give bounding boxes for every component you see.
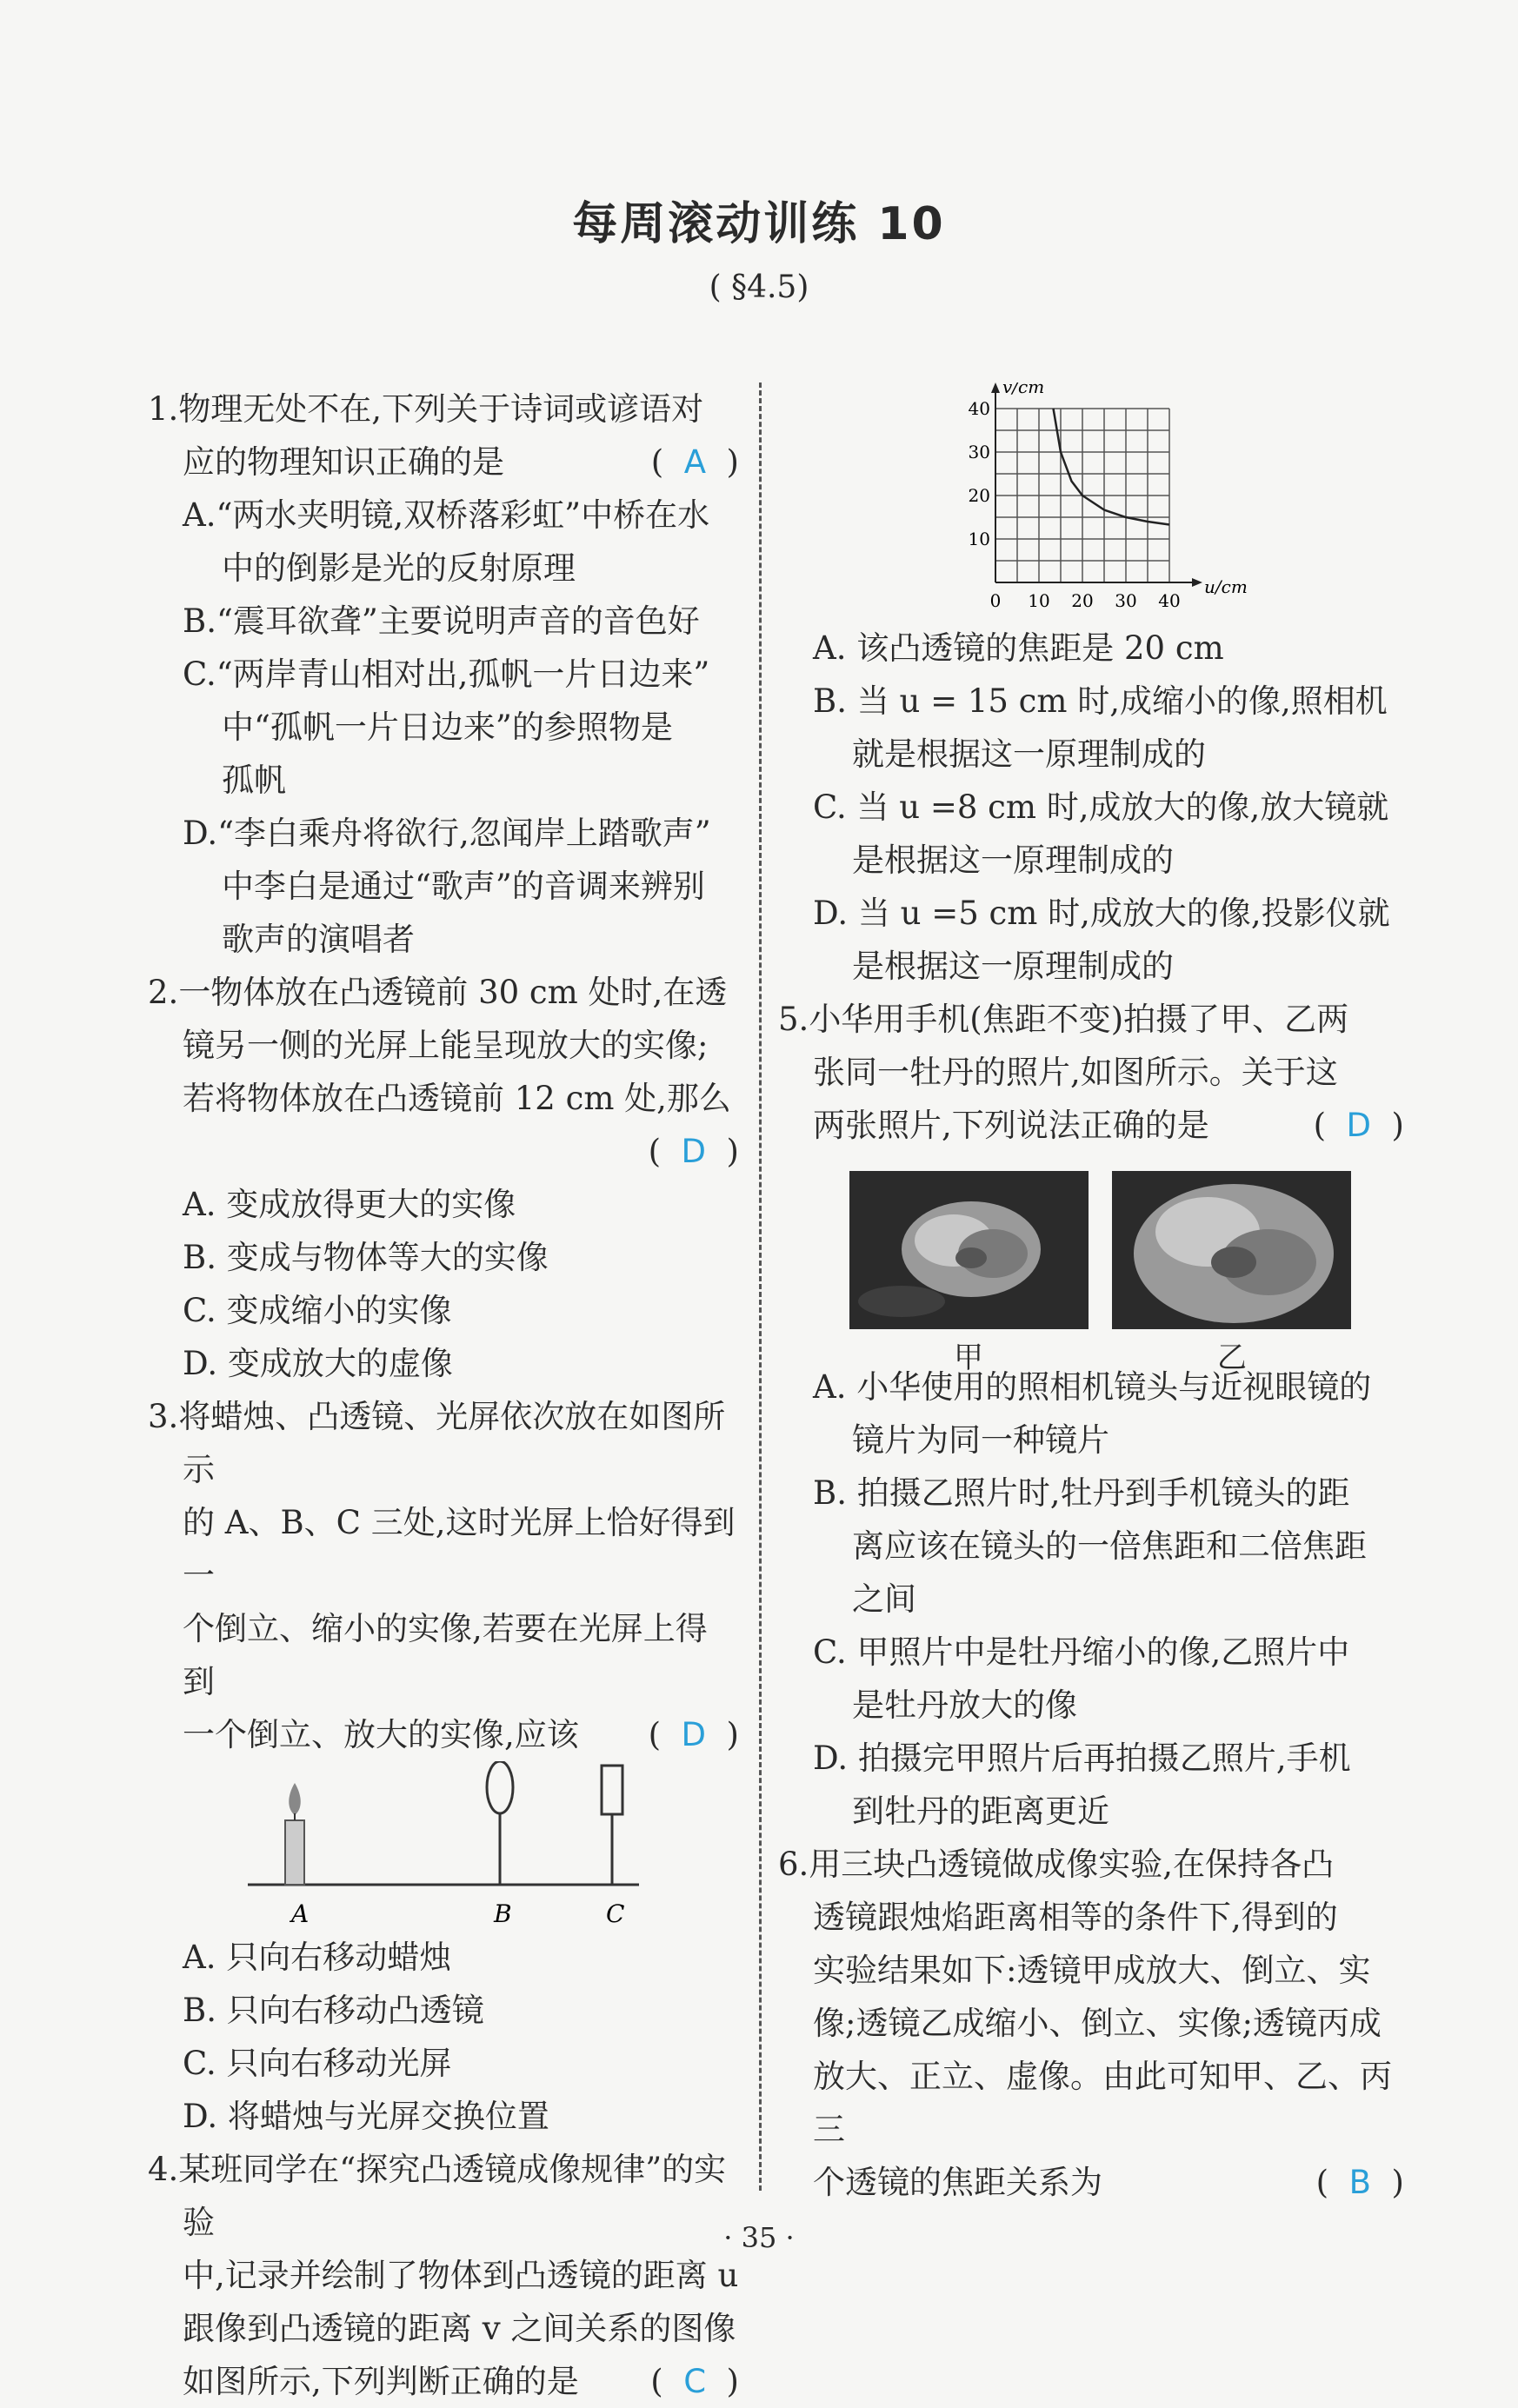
q3-stem-line1: 将蜡烛、凸透镜、光屏依次放在如图所示 — [178, 1398, 726, 1488]
q6-stem-line5: 放大、正立、虚像。由此可知甲、乙、丙三 — [813, 2058, 1392, 2148]
y-tick-label: 20 — [968, 485, 990, 506]
q5-answer: D — [1346, 1107, 1372, 1144]
q6-stem-line6: 个透镜的焦距关系为 — [813, 2164, 1102, 2201]
q1-option-c-cont2: 孤帆 — [222, 762, 286, 799]
q5-option-c-cont: 是牡丹放大的像 — [852, 1686, 1077, 1724]
x-tick-label: 10 — [1028, 590, 1050, 609]
x-axis-label: u/cm — [1204, 576, 1248, 597]
x-tick-label: 20 — [1071, 590, 1094, 609]
q3-option-d: D. 将蜡烛与光屏交换位置 — [183, 2098, 549, 2135]
q5-stem-line3: 两张照片,下列说法正确的是 — [813, 1107, 1209, 1144]
q1-stem-line1: 物理无处不在,下列关于诗词或谚语对 — [178, 390, 704, 428]
q4-option-b-cont: 就是根据这一原理制成的 — [852, 735, 1206, 773]
y-tick-label: 30 — [968, 442, 990, 462]
page-subtitle: ( §4.5) — [709, 269, 809, 305]
q1-option-a: A.“两水夹明镜,双桥落彩虹”中桥在水 — [183, 496, 710, 534]
q4-stem-line3: 跟像到凸透镜的距离 v 之间关系的图像 — [183, 2310, 736, 2347]
q3-number: 3. — [148, 1398, 179, 1435]
caption-jia: 甲 — [954, 1340, 983, 1375]
q1-number: 1. — [148, 390, 179, 428]
q2-stem-line3: 若将物体放在凸透镜前 12 cm 处,那么 — [183, 1080, 731, 1117]
page-number: · 35 · — [723, 2221, 795, 2254]
q5-option-d-cont: 到牡丹的距离更近 — [852, 1793, 1109, 1830]
question-6: 6.用三块凸透镜做成像实验,在保持各凸 透镜跟烛焰距离相等的条件下,得到的 实验结果如下:透镜甲成放大、倒立、实 像;透镜乙成缩小、倒立、实像;透镜丙成 放大、正立、虚像。由此可知甲、乙、丙三 个透镜的焦距关系为 ( B ) — [778, 1846, 1404, 2201]
q3-option-b: B. 只向右移动凸透镜 — [183, 1992, 484, 2029]
q5-option-a: A. 小华使用的照相机镜头与近视眼镜的 — [813, 1368, 1372, 1406]
label-a: A — [291, 1899, 310, 1928]
q2-number: 2. — [148, 974, 179, 1011]
q3-stem-line4: 一个倒立、放大的实像,应该 — [183, 1716, 579, 1753]
q2-option-b: B. 变成与物体等大的实像 — [183, 1239, 549, 1276]
q1-stem-line2: 应的物理知识正确的是 — [183, 443, 504, 481]
x-tick-label: 40 — [1158, 590, 1181, 609]
y-tick-label: 10 — [968, 529, 990, 549]
q4-option-a: A. 该凸透镜的焦距是 20 cm — [813, 629, 1224, 667]
x-tick-label: 30 — [1115, 590, 1137, 609]
q1-option-a-cont: 中的倒影是光的反射原理 — [222, 549, 576, 587]
q5-stem-line2: 张同一牡丹的照片,如图所示。关于这 — [813, 1054, 1338, 1091]
q4-stem-line2: 中,记录并绘制了物体到凸透镜的距离 u — [183, 2257, 739, 2294]
convex-lens-icon — [487, 1761, 513, 1885]
q3-option-a: A. 只向右移动蜡烛 — [183, 1939, 452, 1976]
q4-stem-line4: 如图所示,下列判断正确的是 — [183, 2363, 579, 2400]
optical-bench-diagram — [148, 1761, 739, 1931]
q4-stem-line1: 某班同学在“探究凸透镜成像规律”的实验 — [178, 2151, 727, 2241]
q6-stem-line2: 透镜跟烛焰距离相等的条件下,得到的 — [813, 1899, 1338, 1936]
q5-option-b: B. 拍摄乙照片时,牡丹到手机镜头的距 — [813, 1474, 1350, 1512]
q2-answer: D — [681, 1133, 707, 1170]
label-c: C — [606, 1899, 625, 1928]
caption-yi: 乙 — [1217, 1340, 1247, 1375]
q5-option-c: C. 甲照片中是牡丹缩小的像,乙照片中 — [813, 1633, 1350, 1671]
q3-answer: D — [681, 1716, 707, 1753]
x-tick-label: 0 — [989, 590, 1002, 609]
q4-option-d: D. 当 u =5 cm 时,成放大的像,投影仪就 — [813, 895, 1390, 932]
y-axis-arrow — [991, 382, 1000, 393]
q3-stem-line3: 个倒立、缩小的实像,若要在光屏上得到 — [183, 1610, 708, 1700]
x-axis-arrow — [1192, 578, 1202, 587]
q4-option-d-cont: 是根据这一原理制成的 — [852, 948, 1174, 985]
uv-chart — [948, 382, 1261, 609]
question-4: 4.某班同学在“探究凸透镜成像规律”的实验 中,记录并绘制了物体到凸透镜的距离 u 跟像到凸透镜的距离 v 之间关系的图像 如图所示,下列判断正确的是 ( C ) — [148, 2151, 739, 2400]
q1-option-c-cont: 中“孤帆一片日边来”的参照物是 — [222, 708, 673, 746]
peony-photos — [813, 1152, 1404, 1375]
q1-option-d: D.“李白乘舟将欲行,忽闻岸上踏歌声” — [183, 815, 711, 852]
q4-answer: C — [683, 2363, 707, 2400]
q3-stem-line2: 的 A、B、C 三处,这时光屏上恰好得到一 — [183, 1504, 736, 1594]
q1-answer: A — [683, 443, 707, 481]
q2-option-d: D. 变成放大的虚像 — [183, 1345, 453, 1382]
peony-photo-jia — [849, 1171, 1089, 1329]
q6-stem-line4: 像;透镜乙成缩小、倒立、实像;透镜丙成 — [813, 2005, 1382, 2042]
q6-stem-line1: 用三块凸透镜做成像实验,在保持各凸 — [809, 1846, 1335, 1883]
right-column — [778, 622, 1404, 2209]
q1-option-d-cont2: 歌声的演唱者 — [222, 921, 415, 958]
q5-option-a-cont: 镜片为同一种镜片 — [852, 1421, 1109, 1459]
q6-number: 6. — [778, 1846, 809, 1883]
left-column — [148, 382, 739, 2408]
q6-stem-line3: 实验结果如下:透镜甲成放大、倒立、实 — [813, 1952, 1371, 1989]
q4-option-b: B. 当 u = 15 cm 时,成缩小的像,照相机 — [813, 682, 1388, 720]
q5-option-b-cont: 离应该在镜头的一倍焦距和二倍焦距 — [852, 1527, 1367, 1565]
q1-option-c: C.“两岸青山相对出,孤帆一片日边来” — [183, 655, 710, 693]
q3-option-c: C. 只向右移动光屏 — [183, 2045, 452, 2082]
q1-option-d-cont: 中李白是通过“歌声”的音调来辨别 — [222, 868, 705, 905]
column-divider — [759, 382, 762, 2191]
question-1: 1.物理无处不在,下列关于诗词或谚语对 应的物理知识正确的是 ( A ) A.“两水夹明镜,双桥落彩虹”中桥在水 中的倒影是光的反射原理 B.“震耳欲聋”主要说明声音的音色好 C.“两岸青山相对出,孤帆一片日边来” 中“孤帆一片日边来”的参照物是 孤帆 D.“李白乘舟将欲行,忽闻岸上踏歌声” 中李白是通过“歌声”的音调来辨别 歌声的演唱者 — [148, 382, 739, 966]
question-5: 5.小华用手机(焦距不变)拍摄了甲、乙两 张同一牡丹的照片,如图所示。关于这 两张照片,下列说法正确的是 ( D ) 甲 乙 A. 小华使用的照相机镜头与近视眼镜的 镜片为同一种镜片 B. 拍摄乙照片时,牡丹到手机镜头的距 离应该在镜头的一倍焦距和二倍焦距 之间 C. 甲照片中是牡丹缩小的像,乙照片中 是牡丹放大的像 D. 拍摄完甲照片后再拍摄乙照片,手机 到牡丹的距离更近 — [813, 993, 1404, 1838]
q6-answer: B — [1348, 2164, 1372, 2201]
y-tick-label: 40 — [968, 398, 990, 419]
q5-stem-line1: 小华用手机(焦距不变)拍摄了甲、乙两 — [809, 1001, 1349, 1038]
question-2: 2.一物体放在凸透镜前 30 cm 处时,在透 镜另一侧的光屏上能呈现放大的实像; 若将物体放在凸透镜前 12 cm 处,那么 ( D ) A. 变成放得更大的实像 B. 变成与物体等大的实像 C. 变成缩小的实像 D. 变成放大的虚像 — [148, 966, 739, 1390]
q2-stem-line1: 一物体放在凸透镜前 30 cm 处时,在透 — [178, 974, 728, 1011]
q5-option-d: D. 拍摄完甲照片后再拍摄乙照片,手机 — [813, 1739, 1351, 1777]
q2-option-a: A. 变成放得更大的实像 — [183, 1186, 516, 1223]
q4-option-c: C. 当 u =8 cm 时,成放大的像,放大镜就 — [813, 788, 1389, 826]
q4-number: 4. — [148, 2151, 179, 2188]
light-screen-icon — [602, 1766, 623, 1885]
q1-option-b: B.“震耳欲聋”主要说明声音的音色好 — [183, 602, 700, 640]
uv-curve — [1054, 409, 1170, 525]
page-title: 每周滚动训练 10 — [572, 198, 946, 250]
q5-option-b-cont2: 之间 — [852, 1580, 916, 1618]
peony-photo-yi — [1112, 1171, 1351, 1329]
question-3: 3.将蜡烛、凸透镜、光屏依次放在如图所示 的 A、B、C 三处,这时光屏上恰好得到一 个倒立、缩小的实像,若要在光屏上得到 一个倒立、放大的实像,应该 ( D ) A B C A. 只向右移动蜡烛 B. 只向右移动凸透镜 C. 只向右移动光屏 D. 将蜡烛与光屏交换位置 — [148, 1390, 739, 2143]
q2-option-c: C. 变成缩小的实像 — [183, 1292, 452, 1329]
candle-icon — [285, 1783, 304, 1885]
q5-number: 5. — [778, 1001, 809, 1038]
y-axis-label: v/cm — [1002, 382, 1045, 397]
q4-option-c-cont: 是根据这一原理制成的 — [852, 841, 1174, 879]
label-b: B — [494, 1899, 512, 1928]
q2-stem-line2: 镜另一侧的光屏上能呈现放大的实像; — [183, 1027, 709, 1064]
